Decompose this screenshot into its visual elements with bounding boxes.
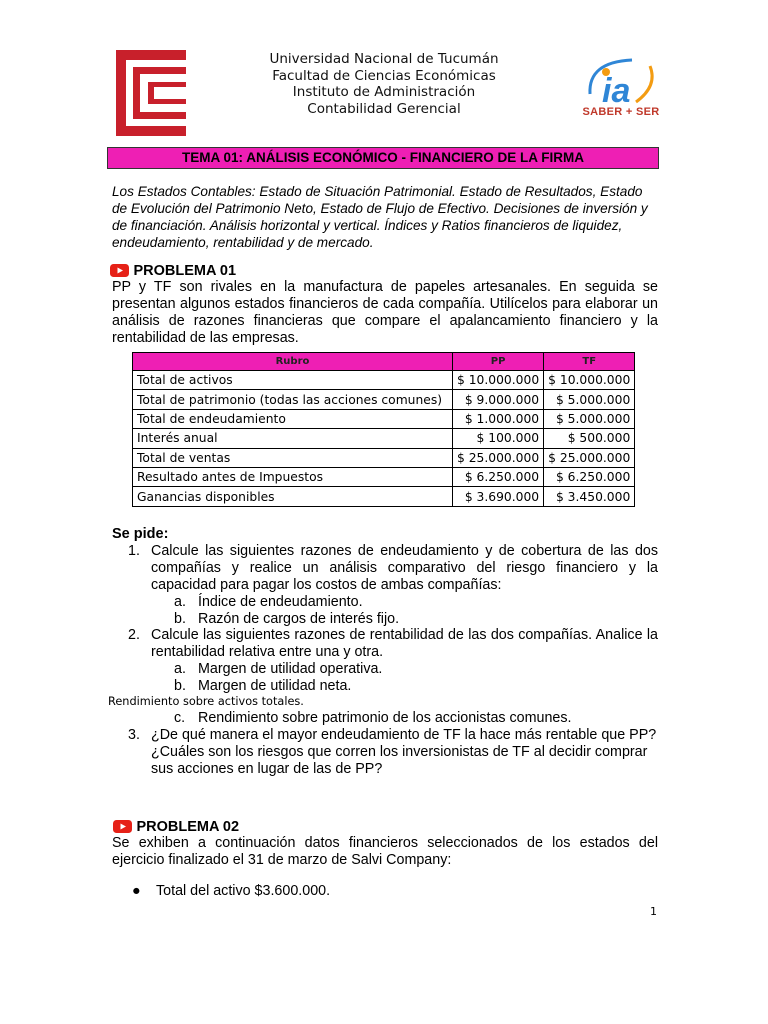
item-2c-number: c. [174,710,186,726]
table-cell-tf: $ 25.000.000 [544,448,635,467]
table-cell-pp: $ 1.000.000 [453,409,544,428]
table-cell-rubro: Total de endeudamiento [133,409,453,428]
table-header-pp: PP [453,353,544,371]
youtube-play-icon[interactable] [110,264,129,277]
item-1a-number: a. [174,594,186,610]
table-row [133,448,635,467]
table-cell-tf: $ 6.250.000 [544,467,635,486]
problem1-heading-row [110,262,236,280]
problem2-heading: PROBLEMA 02 [136,819,240,835]
faculty-logo [116,50,186,136]
table-cell-tf: $ 500.000 [544,429,635,448]
item-2-text: Calcule las siguientes razones de rentabilidad de las dos compañías. Analice la rentabilidad relativa entre una y otra. [151,627,658,660]
item-2a-number: a. [174,661,186,677]
item-1a-text: Índice de endeudamiento. [198,594,363,610]
table-cell-rubro: Ganancias disponibles [133,487,453,506]
header-institution [200,51,568,117]
table-header-tf: TF [544,353,635,371]
problem2-heading-row [113,818,239,836]
table-cell-tf: $ 3.450.000 [544,487,635,506]
topic-title: TEMA 01: ANÁLISIS ECONÓMICO - FINANCIERO DE LA FIRMA [107,147,659,169]
problem2-bullet-total-activo: Total del activo $3.600.000. [156,883,331,899]
institute-logo-mark [580,56,662,108]
bullet-dot: ● [132,883,141,899]
item-2c-text: Rendimiento sobre patrimonio de los accionistas comunes. [198,710,572,726]
table-cell-rubro: Total de patrimonio (todas las acciones comunes) [133,390,453,409]
table-cell-pp: $ 100.000 [453,429,544,448]
page-number: 1 [650,905,657,918]
item-2b-text: Margen de utilidad neta. [198,678,352,694]
item-1b-number: b. [174,611,186,627]
item-2b-number: b. [174,678,186,694]
item-2-number: 2. [128,627,140,643]
header-line-faculty: Facultad de Ciencias Económicas [272,67,496,84]
table-cell-rubro: Total de ventas [133,448,453,467]
table-cell-tf: $ 5.000.000 [544,390,635,409]
table-cell-pp: $ 6.250.000 [453,467,544,486]
item-1-number: 1. [128,543,140,559]
institute-logo-letters: ia [602,72,631,108]
table-cell-rubro: Interés anual [133,429,453,448]
youtube-play-icon[interactable] [113,820,132,833]
table-header-row [133,353,635,371]
table-cell-rubro: Total de activos [133,371,453,390]
item-2a-text: Margen de utilidad operativa. [198,661,383,677]
problem2-body: Se exhiben a continuación datos financieros seleccionados de los estados del ejercicio finalizado el 31 de marzo de Salvi Company: [112,835,658,868]
problem1-heading: PROBLEMA 01 [133,263,237,279]
table-cell-pp: $ 10.000.000 [453,371,544,390]
item-3-text: ¿De qué manera el mayor endeudamiento de TF la hace más rentable que PP? ¿Cuáles son los riesgos que corren los inversionistas de TF al decidir comprar sus acciones en lugar de las de PP? [151,727,657,777]
loose-note-line: Rendimiento sobre activos totales. [108,695,304,708]
institute-logo [580,56,662,126]
table-cell-tf: $ 10.000.000 [544,371,635,390]
header-line-institute: Instituto de Administración [292,84,476,100]
financial-data-table [132,352,635,507]
header-line-university: Universidad Nacional de Tucumán [269,51,499,67]
table-row [133,371,635,390]
table-row [133,487,635,506]
item-1-text: Calcule las siguientes razones de endeudamiento y de cobertura de las dos compañías y realice un análisis comparativo del riesgo financiero y la capacidad para pagar los costos de ambas compañías: [151,543,658,593]
se-pide-heading: Se pide: [112,526,169,542]
table-row [133,467,635,486]
item-1b-text: Razón de cargos de interés fijo. [198,611,400,627]
table-cell-pp: $ 25.000.000 [453,448,544,467]
table-cell-tf: $ 5.000.000 [544,409,635,428]
header-line-course: Contabilidad Gerencial [307,100,461,117]
table-cell-pp: $ 9.000.000 [453,390,544,409]
item-3-number: 3. [128,727,140,743]
institute-logo-tagline: SABER + SER [582,106,660,118]
table-header-rubro: Rubro [133,353,453,371]
table-cell-rubro: Resultado antes de Impuestos [133,467,453,486]
table-row [133,409,635,428]
table-row [133,390,635,409]
topic-intro: Los Estados Contables: Estado de Situación Patrimonial. Estado de Resultados, Estado de Evolución del Patrimonio Neto, Estado de Flujo de Efectivo. Decisiones de inversión y de financiación. Análisis horizontal y vertical. Índices y Ratios financieros de liquidez, endeudamiento, rentabilidad y de mercado. [112,184,648,250]
problem1-body: PP y TF son rivales en la manufactura de papeles artesanales. En seguida se presentan algunos estados financieros de cada compañía. Utilícelos para elaborar un análisis de razones financieras que compare el apalancamiento financiero y la rentabilidad de las empresas. [112,279,658,346]
table-row [133,429,635,448]
table-cell-pp: $ 3.690.000 [453,487,544,506]
